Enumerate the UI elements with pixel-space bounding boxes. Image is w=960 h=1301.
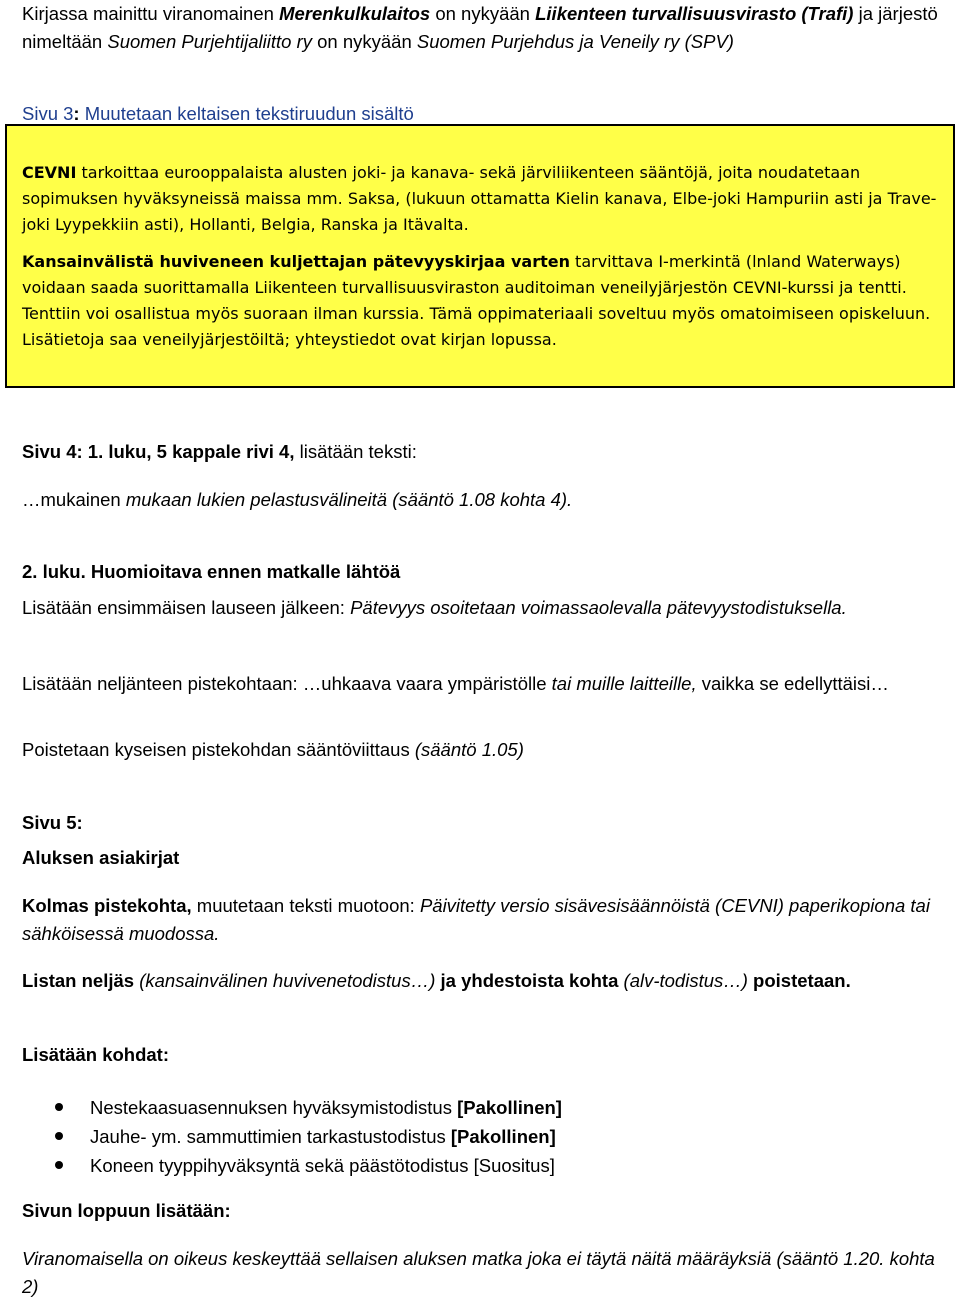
- cevni-description: tarkoittaa eurooppalaista alusten joki- ja kanava- sekä järviliikenteen sääntöjä, joita noudatetaan sopimuksen hyväksyneissä maissa mm. Saksa, (lukuun ottamatta Kielin kanava, Elbe-joki Hampuriin asti ja Trave-joki Lyypekkiin asti), Hollanti, Belgia, Ranska ja Itävalta.: [22, 163, 937, 234]
- sivu5-label: [22, 809, 938, 837]
- added-text-prefix: …mukainen: [22, 489, 126, 510]
- sivu5-add-label: [22, 1041, 938, 1069]
- list-item: [22, 1122, 562, 1151]
- list-item-tag: [Suositus]: [473, 1155, 555, 1176]
- sivu4-heading-rest: lisätään teksti:: [294, 441, 417, 462]
- list-item-text: Koneen tyyppihyväksyntä sekä päästötodistus: [90, 1155, 474, 1176]
- sivu5-p2-bold-1: Listan neljäs: [22, 970, 135, 991]
- luku2-p1-text: Lisätään ensimmäisen lauseen jälkeen:: [22, 597, 351, 618]
- added-items-list: [22, 1093, 562, 1180]
- sivu5-heading: [22, 844, 938, 872]
- final-paragraph: [22, 1245, 938, 1301]
- page-end-label-text: Sivun loppuun lisätään:: [22, 1200, 231, 1221]
- intro-text: on nykyään: [311, 31, 417, 52]
- sivu5-p1-text: muutetaan teksti muotoon:: [191, 895, 420, 916]
- luku2-label: 2. luku.: [22, 561, 86, 582]
- list-item-tag: [Pakollinen]: [450, 1126, 556, 1147]
- sivu5-p2-italic-2: (alv-todistus…): [618, 970, 748, 991]
- sivu5-p1-italic: Päivitetty versio sisävesisäännöistä (CEVNI) paperikopiona tai sähköisessä muodossa.: [22, 895, 930, 944]
- organization-old-name: Suomen Purjehtijaliitto ry: [107, 31, 312, 52]
- box-paragraph-license: [22, 249, 938, 353]
- box-paragraph-cevni: [22, 160, 938, 238]
- luku2-p2-end: vaikka se edellyttäisi…: [696, 673, 889, 694]
- added-text-italic: mukaan lukien pelastusvälineitä (sääntö 1.08 kohta 4).: [125, 489, 573, 510]
- cevni-term: CEVNI: [22, 163, 77, 182]
- organization-new-name: Suomen Purjehdus ja Veneily ry (SPV): [416, 31, 734, 52]
- page-end-label: [22, 1197, 938, 1225]
- luku2-p1-italic: Pätevyys osoitetaan voimassaolevalla pätevyystodistuksella.: [350, 597, 847, 618]
- sivu4-added-text: [22, 486, 938, 514]
- final-text: Viranomaisella on oikeus keskeyttää sellaisen aluksen matka joka ei täytä näitä määräyksiä (sääntö 1.20. kohta 2): [22, 1248, 935, 1297]
- sivu4-heading-bold: Sivu 4: 1. luku, 5 kappale rivi 4,: [22, 441, 295, 462]
- bullet-icon: [55, 1103, 63, 1111]
- list-item-tag: [Pakollinen]: [457, 1097, 562, 1118]
- list-item-text: Nestekaasuasennuksen hyväksymistodistus: [90, 1097, 458, 1118]
- sivu5-paragraph-2: [22, 967, 938, 995]
- luku2-heading: [22, 558, 938, 586]
- luku2-paragraph-3: [22, 736, 938, 764]
- intro-paragraph: [22, 0, 938, 56]
- sivu3-colon: :: [73, 103, 80, 124]
- authority-old-name: Merenkulkulaitos: [279, 3, 431, 24]
- luku2-title: Huomioitava ennen matkalle lähtöä: [85, 561, 401, 582]
- sivu4-heading: [22, 438, 938, 466]
- luku2-p3-text: Poistetaan kyseisen pistekohdan sääntöviittaus: [22, 739, 415, 760]
- authority-new-name: Liikenteen turvallisuusvirasto (Trafi): [535, 3, 854, 24]
- luku2-p2-italic: tai muille laitteille,: [551, 673, 697, 694]
- sivu5-p1-bold: Kolmas pistekohta,: [22, 895, 192, 916]
- luku2-paragraph-2: [22, 670, 938, 698]
- list-item: [22, 1093, 562, 1122]
- sivu3-label: Sivu 3: [22, 103, 74, 124]
- sivu5-heading-text: Aluksen asiakirjat: [22, 847, 180, 868]
- sivu5-p2-bold-3: poistetaan.: [747, 970, 851, 991]
- luku2-paragraph-1: [22, 594, 938, 622]
- sivu5-p2-italic-1: (kansainvälinen huvivenetodistus…): [134, 970, 436, 991]
- list-item-text: Jauhe- ym. sammuttimien tarkastustodistus: [90, 1126, 451, 1147]
- sivu5-p2-bold-2: ja yhdestoista kohta: [435, 970, 619, 991]
- intro-text: Kirjassa mainittu viranomainen: [22, 3, 280, 24]
- license-lead: Kansainvälistä huviveneen kuljettajan pätevyyskirjaa varten: [22, 252, 570, 271]
- sivu5-paragraph-1: [22, 892, 938, 948]
- list-item: [22, 1151, 562, 1180]
- sivu5-label-text: Sivu 5:: [22, 812, 83, 833]
- bullet-icon: [55, 1132, 63, 1140]
- luku2-p2-text: Lisätään neljänteen pistekohtaan: …uhkaava vaara ympäristölle: [22, 673, 552, 694]
- sivu3-text: Muutetaan keltaisen tekstiruudun sisältö: [79, 103, 414, 124]
- intro-text: ja järjestö nimeltään: [22, 3, 938, 52]
- bullet-icon: [55, 1161, 63, 1169]
- luku2-p3-italic: (sääntö 1.05): [414, 739, 524, 760]
- add-label-text: Lisätään kohdat:: [22, 1044, 169, 1065]
- intro-text: on nykyään: [430, 3, 536, 24]
- license-description: tarvittava I-merkintä (lnland Waterways) voidaan saada suorittamalla Liikenteen turvallisuusviraston auditoiman veneilyjärjestön CEVNI-kurssi ja tentti. Tenttiin voi osallistua myös suoraan ilman kurssia. Tämä oppimateriaali soveltuu myös omatoimiseen opiskeluun. Lisätietoja saa veneilyjärjestöiltä; yhteystiedot ovat kirjan lopussa.: [22, 252, 931, 349]
